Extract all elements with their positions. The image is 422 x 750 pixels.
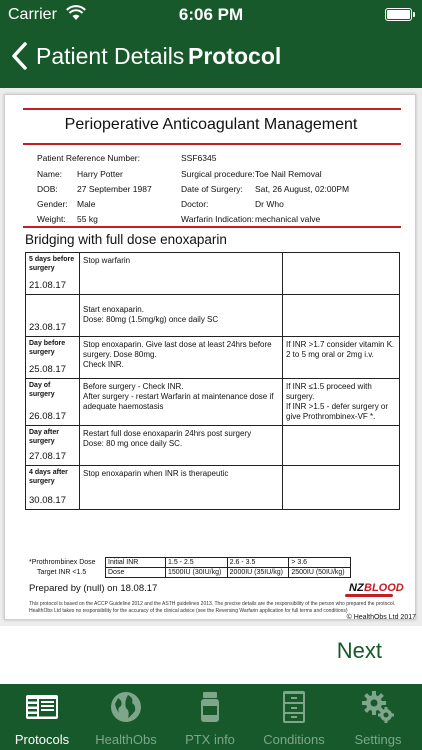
schedule-day: 23.08.17 xyxy=(26,295,80,337)
procedure-value: Toe Nail Removal xyxy=(255,169,322,179)
inr-dose: 1500IU (30IU/kg) xyxy=(166,568,228,578)
tab-label: Settings xyxy=(354,732,402,747)
tab-bar xyxy=(0,684,422,750)
title-divider xyxy=(23,143,401,145)
battery-icon xyxy=(385,8,412,21)
next-button[interactable]: Next xyxy=(336,638,382,663)
ref-value: SSF6345 xyxy=(181,153,217,163)
schedule-action: Stop enoxaparin. Give last dose at least 24hrs before surgery. Dose 80mg. Check INR. xyxy=(80,337,283,379)
schedule-day: 5 days before surgery 21.08.17 xyxy=(26,253,80,295)
tab-protocols[interactable] xyxy=(0,684,84,750)
dose-label: Dose xyxy=(106,568,166,578)
dob-label: DOB: xyxy=(37,184,58,194)
target-inr-label: Target INR <1.5 xyxy=(37,569,87,576)
initial-inr-label: Initial INR xyxy=(106,558,166,568)
indication-value: mechanical valve xyxy=(255,214,321,224)
status-time: 6:06 PM xyxy=(178,5,244,24)
tab-conditions[interactable] xyxy=(252,684,336,750)
section-title: Bridging with full dose enoxaparin xyxy=(25,232,227,247)
indication-label: Warfarin Indication: xyxy=(181,214,254,224)
disclaimer-line-2: HealthObs Ltd takes no responsibility for the accuracy of the clinical advice (see the Reversing Warfarin application for full terms and conditions) xyxy=(29,607,348,614)
doctor-value: Dr Who xyxy=(255,199,284,209)
schedule-day: Day after surgery 27.08.17 xyxy=(26,426,80,466)
dob-value: 27 September 1987 xyxy=(77,184,152,194)
schedule-note xyxy=(283,253,400,295)
schedule-action: Restart full dose enoxaparin 24hrs post surgery Dose: 80 mg once daily SC. xyxy=(80,426,283,466)
schedule-row xyxy=(26,253,400,295)
weight-value: 55 kg xyxy=(77,214,98,224)
gender-value: Male xyxy=(77,199,96,209)
schedule-action: Stop warfarin xyxy=(80,253,283,295)
schedule-action: Before surgery - Check INR. After surgery - restart Warfarin at maintenance dose if adequate haemostasis xyxy=(80,379,283,426)
status-bar xyxy=(0,0,422,30)
schedule-action: Stop enoxaparin when INR is therapeutic xyxy=(80,466,283,510)
copyright: © HealthObs Ltd 2017 xyxy=(346,614,416,621)
top-divider xyxy=(23,108,401,110)
tab-label: Protocols xyxy=(14,732,70,747)
document-title: Perioperative Anticoagulant Management xyxy=(64,116,358,133)
schedule-note xyxy=(283,426,400,466)
tab-label: HealthObs xyxy=(95,732,157,747)
tab-label: Conditions xyxy=(263,732,325,747)
patient-divider xyxy=(23,226,401,228)
name-label: Name: xyxy=(37,169,63,179)
disclaimer-line-1: This protocol is based on the ACCP Guideline 2012 and the ASTH guidelines 2013. The precise details are the responsibility of the person who prepared the protocol. xyxy=(29,601,396,607)
ref-label: Patient Reference Number: xyxy=(37,153,140,163)
inr-range: 2.6 - 3.5 xyxy=(227,558,289,568)
surgery-date-value: Sat, 26 August, 02:00PM xyxy=(255,184,350,194)
disclaimer xyxy=(29,601,401,614)
schedule-row xyxy=(26,295,400,337)
inr-range: 1.5 - 2.5 xyxy=(166,558,228,568)
back-chevron-icon[interactable] xyxy=(10,42,28,70)
schedule-note xyxy=(283,295,400,337)
surgery-date-label: Date of Surgery: xyxy=(181,184,243,194)
inr-range: > 3.6 xyxy=(289,558,351,568)
document-viewer[interactable] xyxy=(0,88,422,626)
tab-label: PTX info xyxy=(185,732,235,747)
vial-icon xyxy=(192,689,228,725)
inr-dose: 2500IU (50IU/kg) xyxy=(289,568,351,578)
schedule-row xyxy=(26,466,400,510)
page-title: Protocol xyxy=(188,43,282,69)
schedule-note: If INR ≤1.5 proceed with surgery. If INR >1.5 - defer surgery or give Prothrombinex-VF *. xyxy=(283,379,400,426)
schedule-day: 4 days after surgery 30.08.17 xyxy=(26,466,80,510)
protocols-icon xyxy=(24,689,60,725)
nzblood-logo: NZ BLOOD xyxy=(345,582,395,596)
prothrombinex-table xyxy=(105,557,351,578)
tab-settings[interactable] xyxy=(336,684,420,750)
gender-label: Gender: xyxy=(37,199,68,209)
weight-label: Weight: xyxy=(37,214,66,224)
schedule-day: Day of surgery 26.08.17 xyxy=(26,379,80,426)
inr-dose: 2000IU (35IU/kg) xyxy=(227,568,289,578)
back-button[interactable]: Patient Details xyxy=(36,43,185,69)
schedule-row xyxy=(26,426,400,466)
protocol-document xyxy=(4,94,416,620)
procedure-label: Surgical procedure: xyxy=(181,169,255,179)
nav-bar xyxy=(0,34,422,78)
globe-icon xyxy=(108,689,144,725)
tab-ptx-info[interactable] xyxy=(168,684,252,750)
schedule-day: Day before surgery 25.08.17 xyxy=(26,337,80,379)
gear-icon xyxy=(360,689,396,725)
schedule-row xyxy=(26,379,400,426)
schedule-table xyxy=(25,252,400,510)
tab-healthobs[interactable] xyxy=(84,684,168,750)
schedule-action: Start enoxaparin. Dose: 80mg (1.5mg/kg) once daily SC xyxy=(80,295,283,337)
schedule-row xyxy=(26,337,400,379)
schedule-note: If INR >1.7 consider vitamin K. 2 to 5 mg oral or 2mg i.v. xyxy=(283,337,400,379)
prepared-by: Prepared by (null) on 18.08.17 xyxy=(29,583,158,594)
schedule-note xyxy=(283,466,400,510)
doctor-label: Doctor: xyxy=(181,199,209,209)
carrier-label: Carrier xyxy=(8,6,57,23)
prothrombinex-label: *Prothrombinex Dose xyxy=(29,559,96,566)
header xyxy=(0,0,422,88)
name-value: Harry Potter xyxy=(77,169,123,179)
cabinet-icon xyxy=(276,689,312,725)
